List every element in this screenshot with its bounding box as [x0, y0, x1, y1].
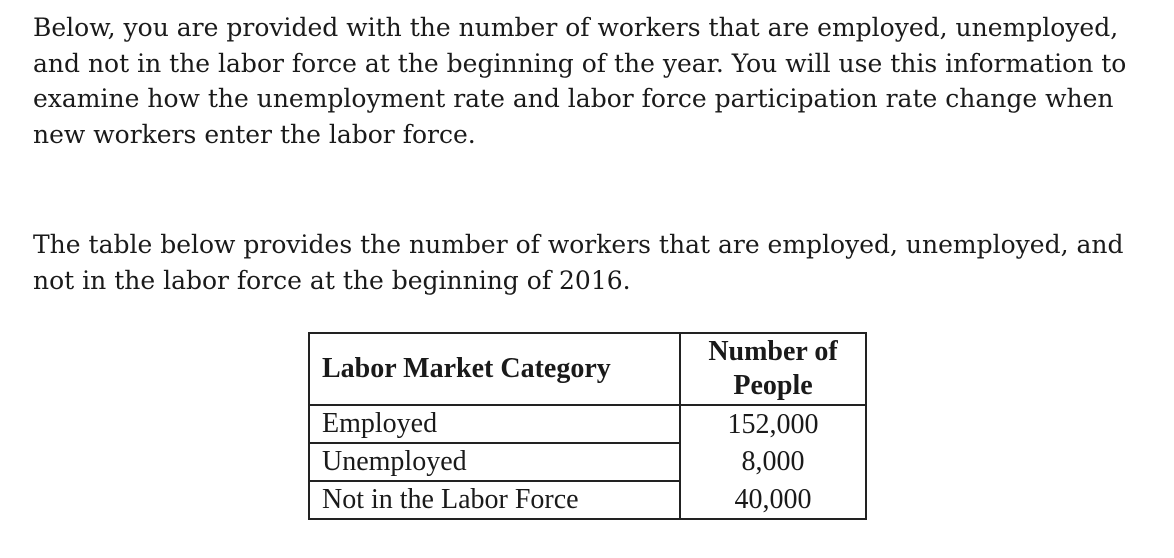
row-category-not-in-labor-force: Not in the Labor Force — [309, 481, 680, 519]
header-number-of-people: Number of People — [680, 333, 866, 405]
labor-market-table — [308, 332, 867, 520]
row-number-not-in-labor-force: 40,000 — [680, 481, 866, 519]
labor-market-table-container — [308, 332, 867, 520]
row-category-unemployed: Unemployed — [309, 443, 680, 481]
row-category-employed: Employed — [309, 405, 680, 443]
table-header-row — [309, 333, 866, 405]
table-row — [309, 443, 866, 481]
header-category: Labor Market Category — [309, 333, 680, 405]
table-description-paragraph: The table below provides the number of workers that are employed, unemployed, and not in the labor force at the beginning of 2016. — [33, 230, 1124, 295]
row-number-employed: 152,000 — [680, 405, 866, 443]
table-row — [309, 405, 866, 443]
intro-paragraph: Below, you are provided with the number of workers that are employed, unemployed, and not in the labor force at the beginning of the year. You will use this information to examine how the unemployment rate and labor force participation rate change when new workers enter the labor force. — [33, 13, 1127, 149]
row-number-unemployed: 8,000 — [680, 443, 866, 481]
table-row — [309, 481, 866, 519]
